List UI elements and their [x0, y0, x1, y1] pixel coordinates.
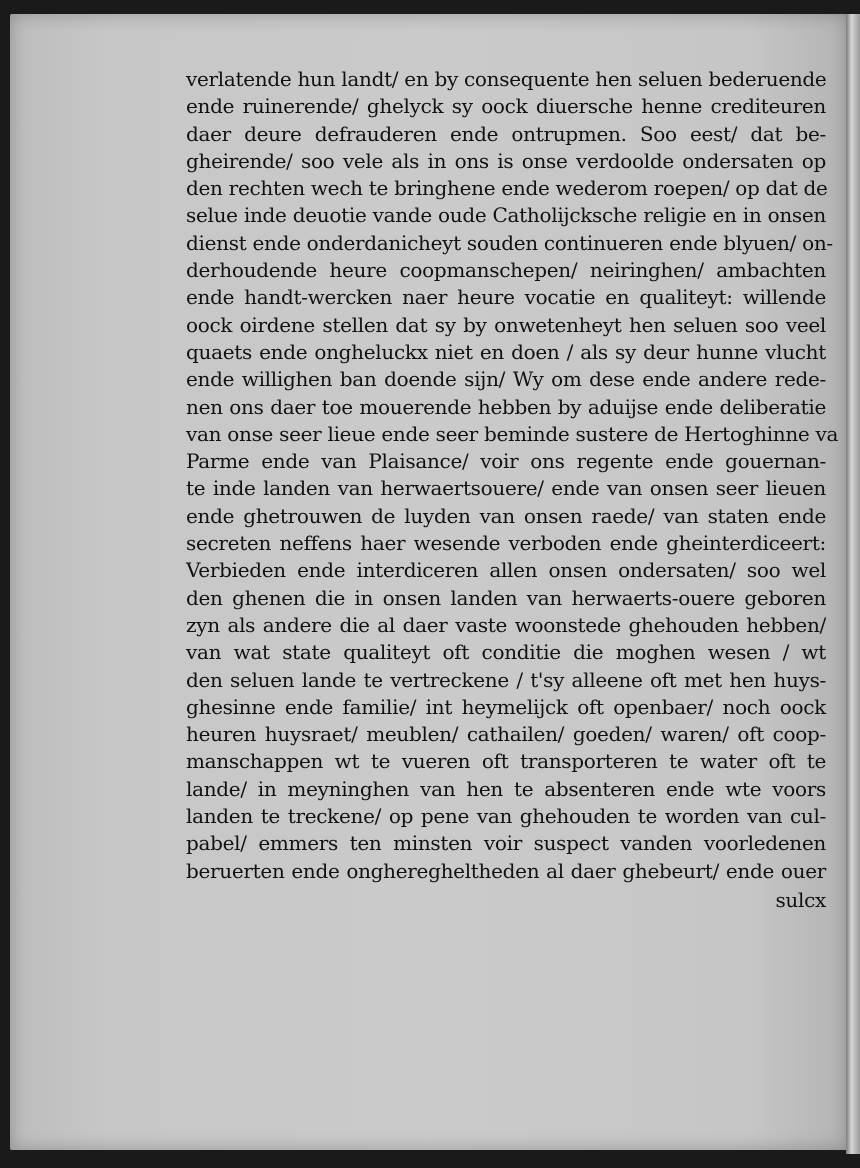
text-line: verlatende hun landt/ en by consequente hen seluen bederuende — [186, 67, 827, 91]
text-line: landen te treckene/ op pene van ghehouden te worden van cul- — [186, 804, 826, 829]
text-line: Verbieden ende interdiceren allen onsen ondersaten/ soo wel — [186, 558, 826, 583]
text-line: den rechten wech te bringhene ende wederom roepen/ op dat de — [186, 176, 828, 201]
text-line: daer deure defrauderen ende ontrupmen. Soo eest/ dat be- — [186, 121, 826, 146]
text-line: ende willighen ban doende sijn/ Wy om dese ende andere rede- — [186, 367, 826, 392]
page-edge — [846, 14, 860, 1154]
text-line: manschappen wt te vueren oft transporteren te water oft te — [186, 749, 826, 774]
text-line: van onse seer lieue ende seer beminde sustere de Hertoghinne va — [186, 421, 839, 446]
text-line: selue inde deuotie vande oude Catholijcksche religie en in onsen — [186, 203, 826, 228]
catchword: sulcx — [775, 887, 826, 912]
document-page — [10, 14, 848, 1150]
text-line: secreten neffens haer wesende verboden ende gheinterdiceert: — [186, 531, 826, 556]
text-line: ende ruinerende/ ghelyck sy oock diuersche henne crediteuren — [186, 94, 826, 119]
text-line: ende handt-wercken naer heure vocatie en qualiteyt: willende — [186, 285, 826, 310]
text-line: den ghenen die in onsen landen van herwaerts-ouere geboren — [186, 585, 826, 610]
text-line: quaets ende ongheluckx niet en doen / als sy deur hunne vlucht — [186, 339, 826, 364]
text-line: derhoudende heure coopmanschepen/ neiringhen/ ambachten — [186, 258, 826, 283]
text-line: pabel/ emmers ten minsten voir suspect vanden voorledenen — [186, 831, 826, 856]
text-line: ende ghetrouwen de luyden van onsen raede/ van staten ende — [186, 503, 826, 528]
text-line: gheirende/ soo vele als in ons is onse verdoolde ondersaten op — [186, 148, 826, 173]
text-line: zyn als andere die al daer vaste woonstede ghehouden hebben/ — [186, 612, 826, 637]
text-line: Parme ende van Plaisance/ voir ons regente ende gouernan- — [186, 449, 826, 474]
text-line: heuren huysraet/ meublen/ cathailen/ goeden/ waren/ oft coop- — [186, 722, 826, 747]
text-line: lande/ in meyninghen van hen te absenteren ende wte voors — [186, 776, 826, 801]
text-line: nen ons daer toe mouerende hebben by aduijse ende deliberatie — [186, 394, 826, 419]
text-line: ghesinne ende familie/ int heymelijck oft openbaer/ noch oock — [186, 694, 826, 719]
text-line: oock oirdene stellen dat sy by onwetenheyt hen seluen soo veel — [186, 312, 826, 337]
text-line: dienst ende onderdanicheyt souden continueren ende blyuen/ on- — [186, 230, 833, 255]
text-line: van wat state qualiteyt oft conditie die moghen wesen / wt — [186, 640, 826, 665]
text-line: beruerten ende ongheregheltheden al daer ghebeurt/ ende ouer — [186, 858, 826, 883]
text-line: den seluen lande te vertreckene / t'sy alleene oft met hen huys- — [186, 667, 826, 692]
body-text — [186, 66, 839, 914]
text-line: te inde landen van herwaertsouere/ ende van onsen seer lieuen — [186, 476, 826, 501]
